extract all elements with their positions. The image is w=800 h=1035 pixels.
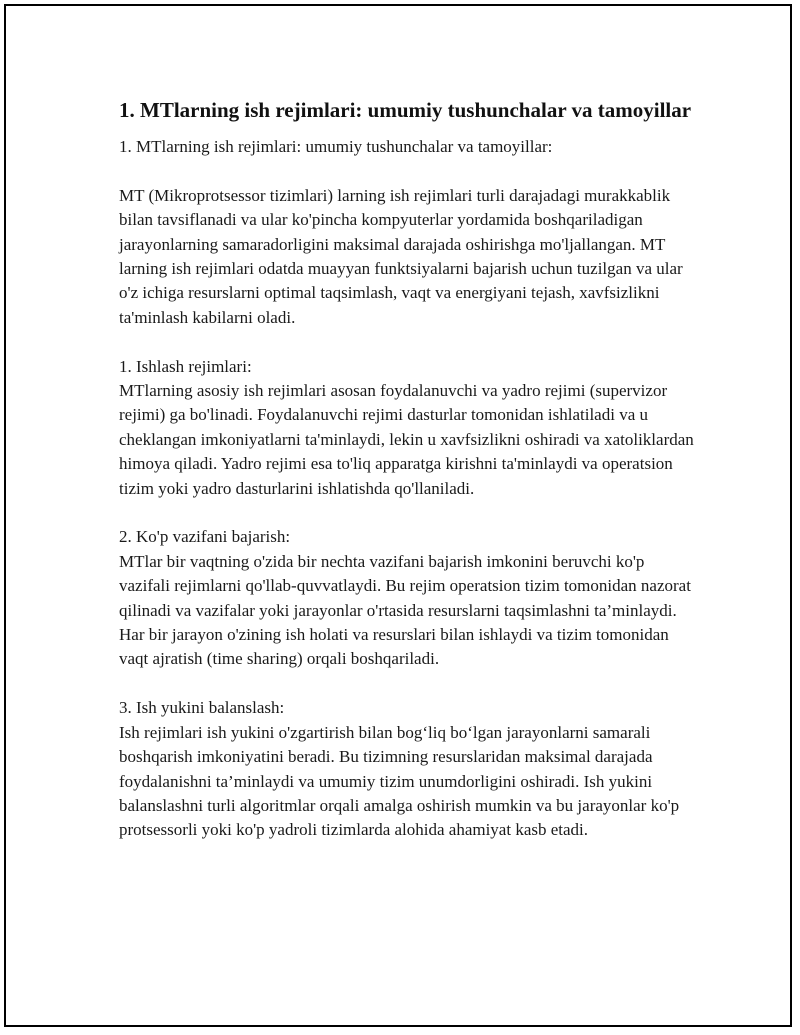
intro-line: 1. MTlarning ish rejimlari: umumiy tushunchalar va tamoyillar: bbox=[119, 137, 553, 156]
section-title-ish-yukini-balanslash: 3. Ish yukini balanslash: bbox=[119, 698, 285, 718]
paragraph-gap bbox=[119, 501, 699, 525]
section-body-ishlash-rejimlari: MTlarning asosiy ish rejimlari asosan foydalanuvchi va yadro rejimi (supervizor rejimi) ga bo'linadi. Foydalanuvchi rejimi dasturlar tomonidan ishlatiladi va u cheklangan imkoniyatlarni ta'minlaydi, lekin u xavfsizlikni oshiradi va xatoliklardan himoya qiladi. Yadro rejimi esa to'liq apparatga kirishni ta'minlaydi va operatsion tizim yoki yadro dasturlarini ishlatishda qo'llaniladi. bbox=[119, 381, 694, 498]
document-content bbox=[119, 96, 699, 843]
section-body-ish-yukini-balanslash: Ish rejimlari ish yukini o'zgartirish bilan bog‘liq bo‘lgan jarayonlarni samarali boshqarish imkoniyatini beradi. Bu tizimning resurslaridan maksimal darajada foydalanishni ta’minlaydi va umumiy tizim unumdorligini oshiradi. Ish yukini balanslashni turli algoritmlar orqali amalga oshirish mumkin va bu jarayonlar ko'p protsessorli yoki ko'p yadroli tizimlarda alohida ahamiyat kasb etadi. bbox=[119, 722, 680, 840]
intro-paragraph: MT (Mikroprotsessor tizimlari) larning ish rejimlari turli darajadagi murakkablik bilan tavsiflanadi va ular ko'pincha kompyuterlar yordamida boshqariladigan jarayonlarning samaradorligini maksimal darajada oshirishga mo'ljallangan. MT larning ish rejimlari odatda muayyan funktsiyalarni bajarish uchun tuzilgan va ular o'z ichiga resurslarni optimal taqsimlash, vaqt va energiyani tejash, xavfsizlikni ta'minlash kabilarni oladi. bbox=[119, 185, 683, 327]
paragraph-gap bbox=[119, 330, 699, 354]
section-title-ishlash-rejimlari: 1. Ishlash rejimlari: bbox=[119, 356, 252, 376]
page-title: 1. MTlarning ish rejimlari: umumiy tushunchalar va tamoyillar bbox=[119, 98, 692, 122]
paragraph-gap bbox=[119, 159, 699, 183]
section-title-kop-vazifa: 2. Ko'p vazifani bajarish: bbox=[119, 527, 291, 547]
document-page bbox=[4, 4, 792, 1027]
paragraph-gap bbox=[119, 672, 699, 696]
section-body-kop-vazifa: MTlar bir vaqtning o'zida bir nechta vazifani bajarish imkonini beruvchi ko'p vazifali rejimlarni qo'llab-quvvatlaydi. Bu rejim operatsion tizim tomonidan nazorat qilinadi va vazifalar yoki jarayonlar o'rtasida resurslarni taqsimlashni ta’minlaydi. Har bir jarayon o'zining ish holati va resurslari bilan ishlaydi va tizim tomonidan vaqt ajratish (time sharing) orqali boshqariladi. bbox=[119, 551, 691, 669]
